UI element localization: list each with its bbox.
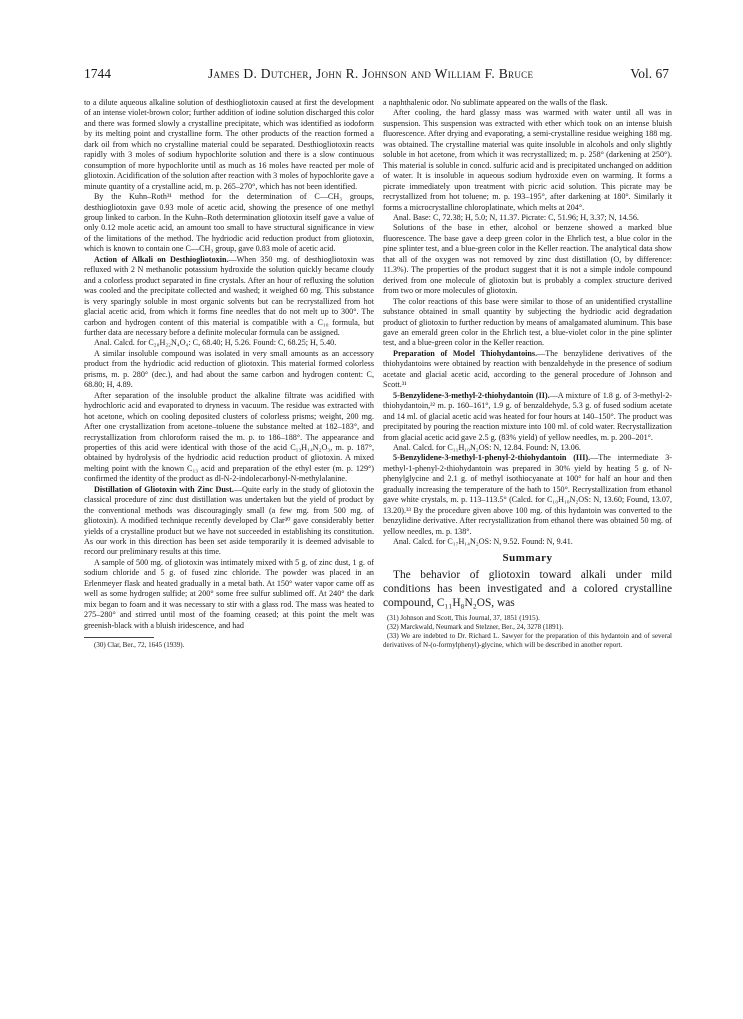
footnote: (30) Clar, Ber., 72, 1645 (1939). — [94, 641, 185, 650]
paragraph — [84, 255, 374, 339]
paragraph: A sample of 500 mg. of gliotoxin was intimately mixed with 5 g. of zinc dust, 1 g. of sodium chloride and 5 g. of fused zinc chloride. The powder was placed in an Erlenmeyer flask and heated gradually in a metal bath. At 150° water vapor came off as well as some hydrogen sulfide; at 200° some free sulfur sublimed off. At 240° the dark mix began to foam and it was necessary to stir with a glass rod. The mass was heated to 275–280° and stirred until most of the foaming ceased; at this point the melt was greenish-black with a bluish iridescence, and had — [84, 557, 374, 630]
paragraph: By the Kuhn–Roth³¹ method for the determination of C—CH₃ groups, desthiogliotoxin gave 0.93 mole of acetic acid, showing the presence of one methyl group linked to carbon. In the Kuhn–Roth determination gliotoxin itself gave a value of only 0.12 mole acetic acid, an amount too small to have structural significance in view of the limitations of the method. The hydriodic acid reduction product from gliotoxin, which is known to contain one C—CH₃ group, gave 0.83 mole of acetic acid. — [84, 192, 374, 254]
running-head: James D. Dutcher, John R. Johnson and William F. Bruce — [207, 66, 534, 81]
page-number: 1744 — [84, 66, 111, 81]
summary-text: The behavior of gliotoxin toward alkali under mild conditions has been investigated and a colored crystalline compound, C₁₁H₈N₂OS, was — [383, 568, 672, 609]
run-in-heading: 5-Benzylidene-3-methyl-1-phenyl-2-thiohydantoin (III). — [393, 453, 591, 463]
footnote-rule — [84, 637, 154, 638]
right-column — [383, 98, 672, 650]
paragraph — [383, 349, 672, 391]
paragraph-text: —When 350 mg. of desthiogliotoxin was refluxed with 2 N methanolic potassium hydroxide the solution quickly became cloudy and a colorless product separated in fine crystals. After an hour of refluxing the solution was cooled and the precipitate collected and washed; it weighed 60 mg. This substance is very sparingly soluble in most organic solvents but can be recrystallized from hot glacial acetic acid, from which it forms fine needles that do not melt up to 300°. The carbon and hydrogen content of this material is compatible with a C₁₀ formula, but further data are necessary before a definite molecular formula can be assigned. — [84, 254, 374, 337]
paragraph: After separation of the insoluble product the alkaline filtrate was acidified with hydrochloric acid and evaporated to dryness in vacuum. The residue was extracted with hot acetone, which on cooling deposited clusters of colorless prisms; weight, 200 mg. After one crystallization from acetone–toluene the substance melted at 182–183°, and recrystallization from chloroform raised the m. p. to 186–188°. The appearance and properties of this acid were identical with those of the acid C₁₃H₁₄N₂O₃, m. p. 187°, obtained by hydrolysis of the hydriodic acid reduction product of gliotoxin. A mixed melting point with the known C₁₃ acid and preparation of the ethyl ester (m. p. 129°) confirmed the identity of the product as dl-N-2-indolecarbonyl-N-methylalanine. — [84, 390, 374, 484]
analysis-line: Anal. Calcd. for C₂₀H₂₂N₄O₄: C, 68.40; H, 5.26. Found: C, 68.25; H, 5.40. — [94, 338, 337, 348]
paragraph: a naphthalenic odor. No sublimate appeared on the walls of the flask. — [383, 98, 608, 107]
left-column — [84, 98, 374, 650]
footnote: (31) Johnson and Scott, This Journal, 37, 1851 (1915). — [387, 613, 540, 622]
paragraph: After cooling, the hard glassy mass was warmed with water until all was in suspension. This suspension was extracted with ether which took on an intense bluish fluorescence. After drying and evaporating, a semi-crystalline residue weighing 188 mg. was obtained. The crystalline material was quite insoluble in alcohols and only slightly soluble in hot acetone, from which it was recrystallized; m. p. 258° (darkening at 250°). This material is soluble in concd. sulfuric acid and is precipitated unchanged on addition of water. It is insoluble in aqueous sodium hydroxide even on warming. It forms a picrate immediately upon treatment with picric acid solution. This picrate may be recrystallized from hot toluene; m. p. 193–195°, after darkening at 180°. Similarly it forms a microcrystalline chloroplatinate, which melts at 204°. — [383, 108, 672, 212]
run-in-heading: Action of Alkali on Desthiogliotoxin. — [94, 254, 229, 264]
run-in-heading: 5-Benzylidene-3-methyl-2-thiohydantoin (II). — [393, 390, 550, 400]
analysis-line: Anal. Calcd. for C₁₁H₁₀N₂OS: N, 12.84. Found: N, 13.06. — [393, 442, 581, 452]
paragraph-text: —The intermediate 3-methyl-1-phenyl-2-thiohydantoin was prepared in 30% yield by heating 5 g. of N-phenylglycine and 2.1 g. of methyl isothiocyanate at 100° for half an hour and then gradually increasing the temperature of the bath to 150°. Recrystallization from ethanol gave white crystals, m. p. 113–113.5° (Calcd. for C₁₀H₁₀N₂OS: N, 13.60; Found, 13.07, 13.20).³³ By the procedure given above 100 mg. of this hydantoin was converted to the benzylidine derivative. After recrystallization from ethanol there was obtained 50 mg. of yellow needles, m. p. 138°. — [383, 453, 672, 536]
footnote-list — [383, 614, 672, 650]
paragraph: Solutions of the base in ether, alcohol or benzene showed a marked blue fluorescence. The base gave a deep green color in the Ehrlich test, a blue color in the pine splinter test, and a blue-green color in the Keller reaction. The analytical data show that all of the oxygen was not removed by zinc dust distillation (O, by difference: 11.3%). The properties of the product suggest that it is not a simple indole compound derived from one molecule of gliotoxin but is probably a complex structure derived from two or more molecules of gliotoxin. — [383, 223, 672, 296]
run-in-heading: Preparation of Model Thiohydantoins. — [393, 348, 538, 358]
paragraph-text: —A mixture of 1.8 g. of 3-methyl-2-thiohydantoin,³² m. p. 160–161°, 1.9 g. of benzaldehyde, 5.3 g. of fused sodium acetate and 14 ml. of glacial acetic acid was heated for four hours at 140–150°. The product was precipitated by pouring the reaction mixture into 100 ml. of cold water. Recrystallization from glacial acetic acid gave 2.5 g. (83% yield) of yellow needles, m. p. 200–201°. — [383, 390, 672, 442]
paragraph: The color reactions of this base were similar to those of an unidentified crystalline substance obtained in small quantity by subjecting the hydriodic acid degradation product of gliotoxin to further reduction by means of amalgamated aluminum. This base gave an emerald green color in the Ehrlich test, a blue-violet color in the pine splinter test, and a blue-green color in the Keller reaction. — [383, 296, 672, 348]
paragraph: to a dilute aqueous alkaline solution of desthiogliotoxin caused at first the development of an intense violet-brown color; further addition of iodine solution discharged this color and there was formed slowly a crystalline precipitate, which was identified as iodoform by its melting point and crystalline form. The other products of the reaction formed a dark oil from which no crystalline material could be separated. Desthiogliotoxin reacts rapidly with 3 moles of sodium hypochlorite solution and there is a slow continuous consumption of more hypochlorite until as much as 16 moles have reacted per mole of gliotoxin. Acidification of the solution after reaction with 3 moles of hypochlorite gave a minute quantity of a crystalline acid, m. p. 265–270°, which has not been identified. — [84, 98, 374, 191]
volume-label: Vol. 67 — [630, 66, 669, 81]
paragraph — [84, 485, 374, 558]
paragraph: A similar insoluble compound was isolated in very small amounts as an accessory product from the hydriodic acid reduction of gliotoxin. This material formed colorless prisms, m. p. 280° (dec.), and had about the same carbon and hydrogen content: C, 68.80; H, 4.89. — [84, 348, 374, 390]
page-header — [84, 66, 669, 88]
paragraph — [383, 391, 672, 443]
paragraph-text: —The benzylidene derivatives of the thiohydantoins were obtained by reaction with benzaldehyde in the presence of sodium acetate and glacial acetic acid, according to the general procedure of Johnson and Scott.³¹ — [383, 348, 672, 390]
run-in-heading: Distillation of Gliotoxin with Zinc Dust. — [94, 484, 234, 494]
paragraph — [383, 453, 672, 537]
analysis-line: Anal. Calcd. for C₁₇H₁₄N₂OS: N, 9.52. Found: N, 9.41. — [393, 537, 573, 547]
footnote: (32) Marckwald, Neumark and Stelzner, Ber., 24, 3278 (1891). — [387, 622, 564, 631]
summary-heading: Summary — [502, 552, 553, 565]
footnote: (33) We are indebted to Dr. Richard L. Sawyer for the preparation of this hydantoin and of several derivatives of N-(o-formylphenyl)-glycine, which will be described in another report. — [383, 631, 672, 649]
analysis-line: Anal. Base: C, 72.38; H, 5.0; N, 11.37. Picrate: C, 51.96; H, 3.37; N, 14.56. — [393, 212, 639, 222]
paragraph-text: —Quite early in the study of gliotoxin the classical procedure of zinc dust distillation was undertaken but the yield of product by the conventional methods was discouragingly small (a few mg. from 500 mg. of gliotoxin). A modified technique recently developed by Clar³⁰ gave considerably better yields of a crystalline product but we have not succeeded in establishing its constitution. As our work in this direction has been set aside temporarily it is deemed advisable to record our preliminary results at this time. — [84, 484, 374, 557]
